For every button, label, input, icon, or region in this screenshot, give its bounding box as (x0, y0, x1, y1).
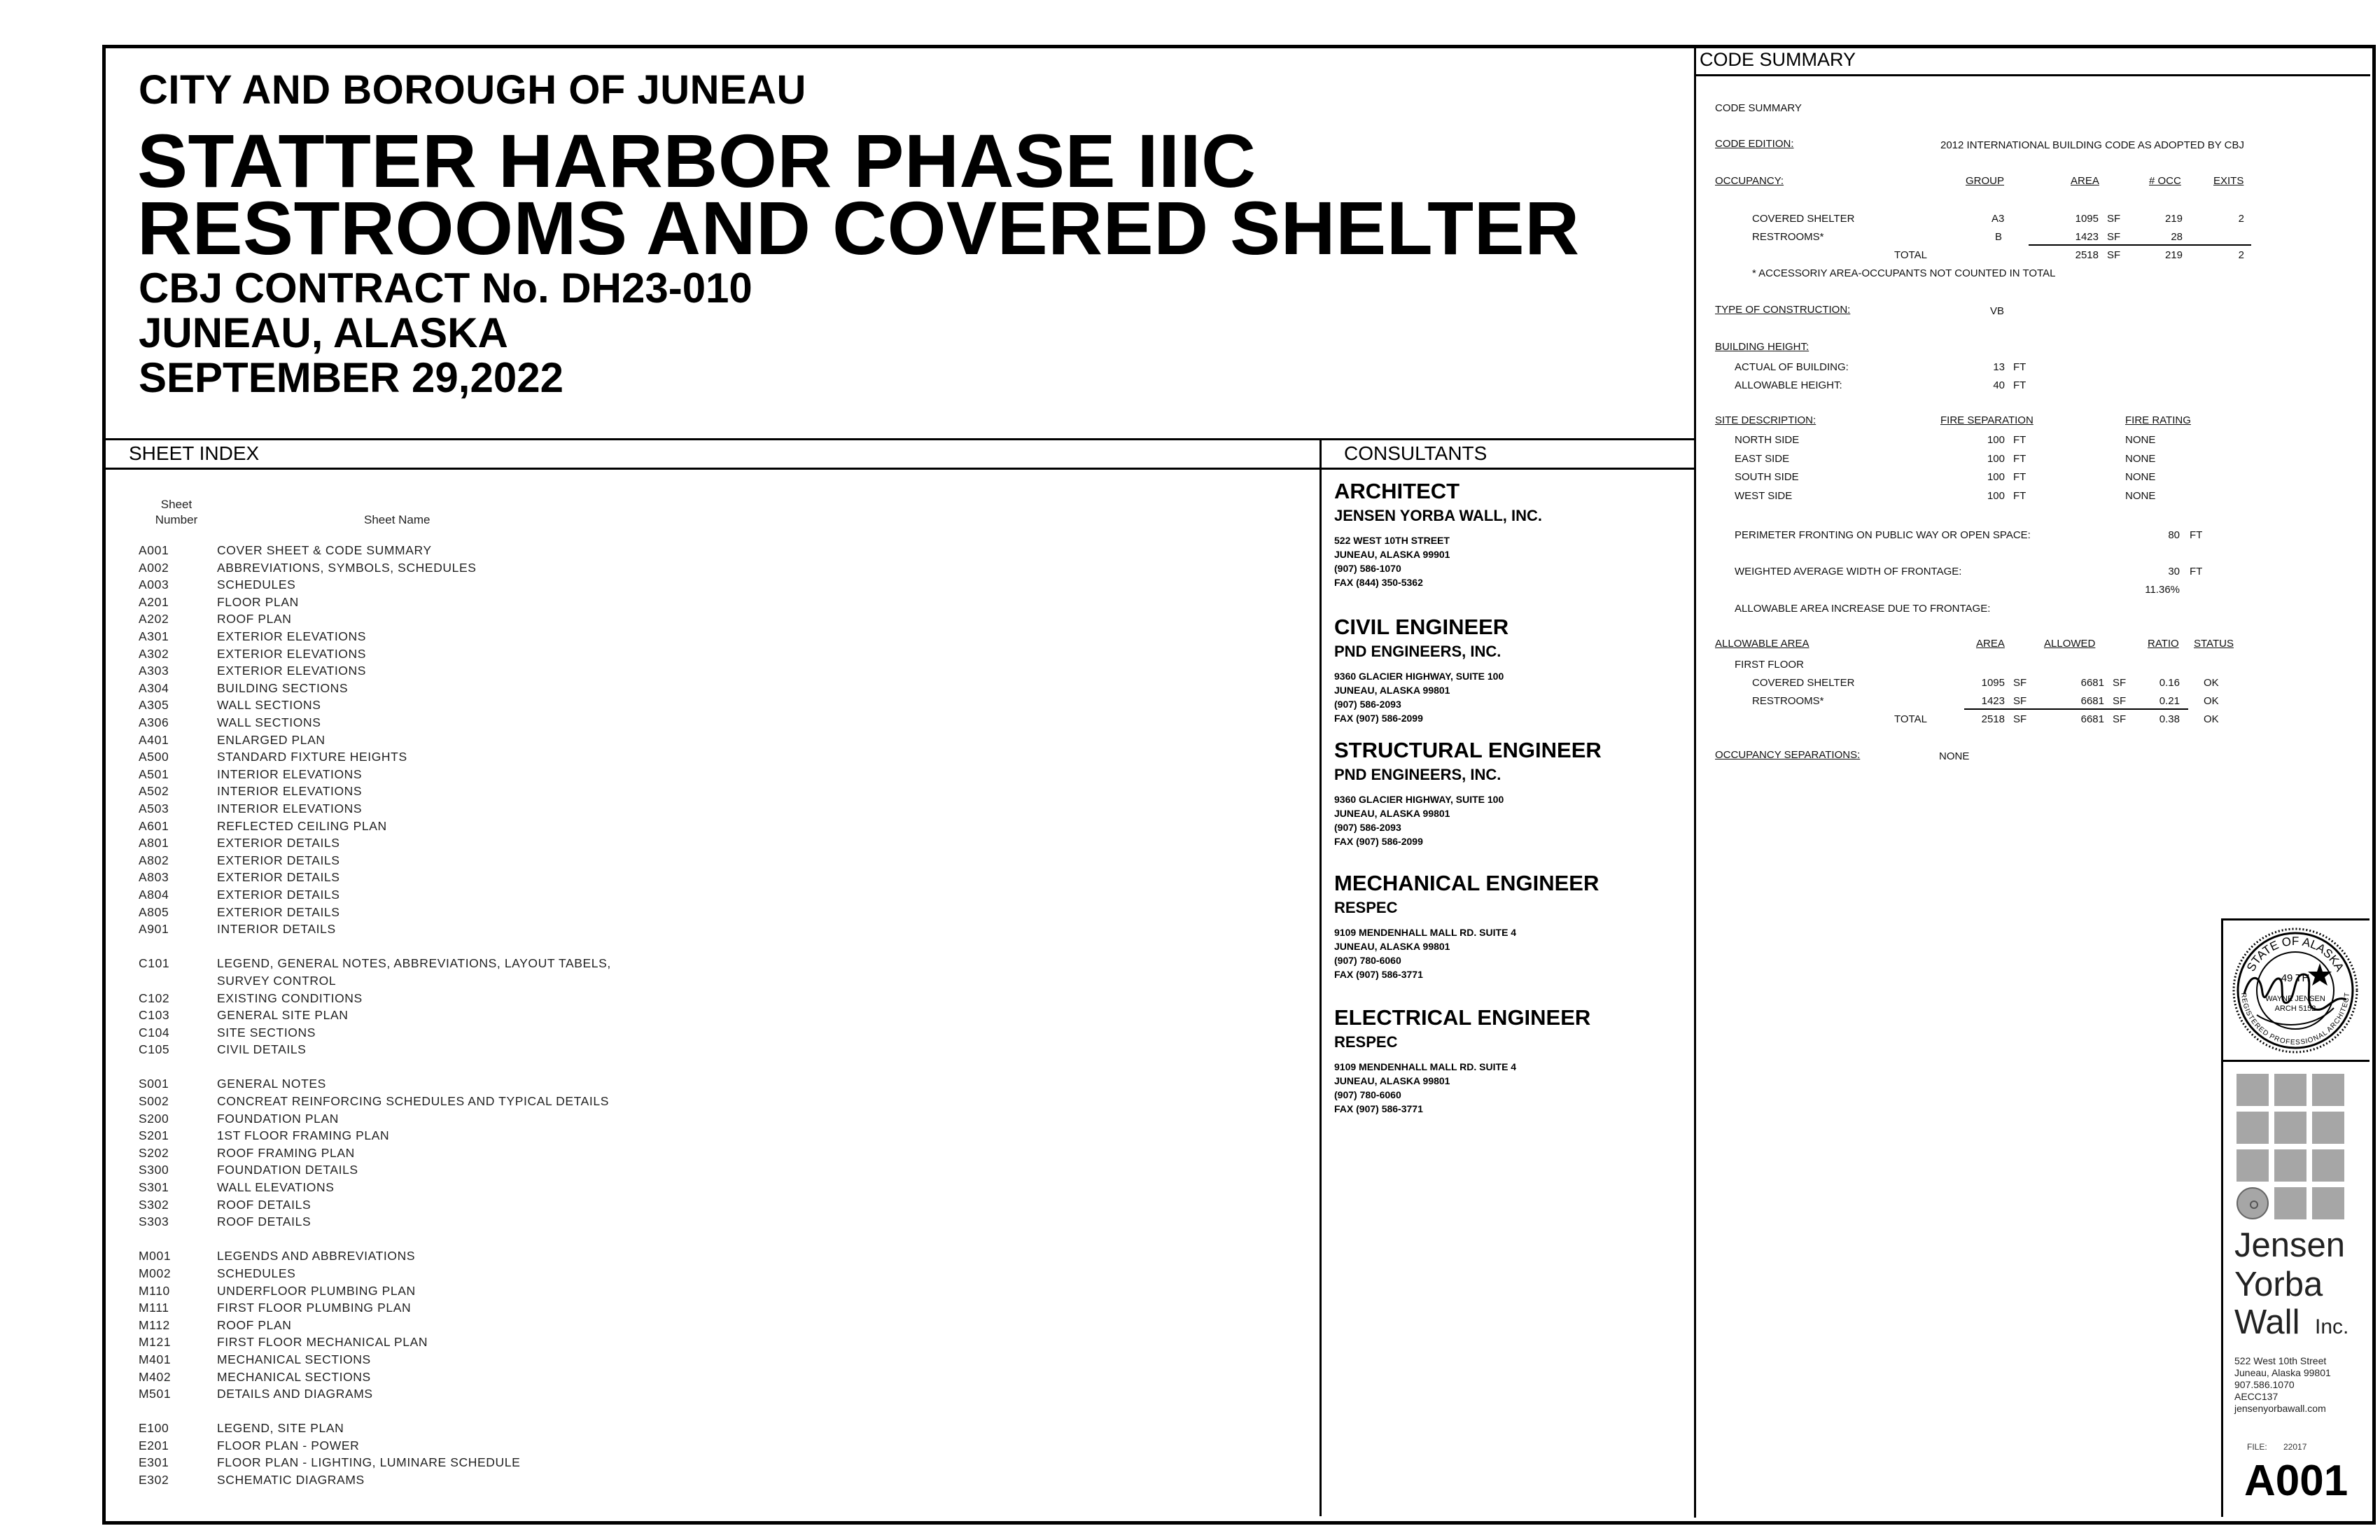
section-header-rule (102, 468, 1695, 470)
occupancy-total-occ: 219 (2164, 249, 2183, 261)
logo-circle-icon (2236, 1187, 2269, 1219)
seal-top-text: STATE OF ALASKA (2244, 934, 2347, 974)
sheet-name-cell: GENERAL SITE PLAN (217, 1008, 349, 1023)
firm-name-inc: Inc. (2315, 1315, 2349, 1338)
logo-square (2312, 1074, 2344, 1106)
seal-name-text: WAYNE JENSEN (2265, 995, 2325, 1003)
sheet-number-cell: M121 (139, 1335, 172, 1350)
file-number: 22017 (2283, 1442, 2307, 1452)
sheet-number-cell: M111 (139, 1301, 169, 1315)
seal-block-divider (2221, 918, 2223, 1517)
consultant-address: 9109 MENDENHALL MALL RD. SUITE 4 (1334, 927, 1517, 938)
sheet-number-cell: S001 (139, 1077, 169, 1091)
sheet-number-cell: A502 (139, 784, 169, 799)
consultant-address: 9360 GLACIER HIGHWAY, SUITE 100 (1334, 794, 1504, 805)
logo-square (2274, 1187, 2306, 1219)
site-row-name: SOUTH SIDE (1735, 471, 1799, 483)
allowable-row-unit: SF (2013, 695, 2027, 707)
allowable-subtotal-rule (1964, 708, 2188, 710)
sheet-name-cell: SCHEMATIC DIAGRAMS (217, 1473, 365, 1487)
sheet-name-cell: DETAILS AND DIAGRAMS (217, 1387, 373, 1401)
site-row-name: NORTH SIDE (1735, 434, 1800, 446)
sheet-number-cell: C103 (139, 1008, 170, 1023)
perimeter-unit: FT (2190, 529, 2203, 541)
allowable-height-unit: FT (2013, 379, 2026, 391)
consultant-entry (1334, 615, 1508, 725)
sheet-name-cell: ABBREVIATIONS, SYMBOLS, SCHEDULES (217, 560, 477, 575)
sheet-name-cell: ROOF DETAILS (217, 1214, 312, 1229)
sheet-name-cell: MECHANICAL SECTIONS (217, 1369, 371, 1384)
consultant-entry (1334, 738, 1602, 848)
sheet-name-cell: EXTERIOR ELEVATIONS (217, 629, 367, 643)
sheet-name-cell: EXTERIOR DETAILS (217, 904, 340, 919)
logo-square (2274, 1149, 2306, 1182)
consultant-entry (1334, 871, 1599, 981)
sheet-number-cell: S301 (139, 1180, 169, 1194)
sheet-number-cell: A302 (139, 646, 169, 661)
consultant-fax: FAX (907) 586-3771 (1334, 969, 1423, 980)
sheet-name-cell: CONCREAT REINFORCING SCHEDULES AND TYPICAL DETAILS (217, 1094, 609, 1108)
allowable-area-col-status: STATUS (2194, 638, 2234, 650)
sheet-name-header: Sheet Name (364, 513, 430, 526)
logo-square (2274, 1112, 2306, 1144)
site-row-distance: 100 (1987, 434, 2005, 446)
project-title-line1: STATTER HARBOR PHASE IIIC (137, 118, 1256, 203)
sheet-number-cell: S300 (139, 1163, 169, 1177)
consultant-fax: FAX (907) 586-3771 (1334, 1103, 1423, 1114)
seal-block-top-rule (2221, 918, 2370, 920)
code-summary-heading: CODE SUMMARY (1700, 49, 1856, 70)
sheet-name-cell: UNDERFLOOR PLUMBING PLAN (217, 1283, 416, 1298)
consultant-fax: FAX (907) 586-2099 (1334, 713, 1423, 724)
consultant-role: MECHANICAL ENGINEER (1334, 871, 1600, 895)
firm-address-line: Juneau, Alaska 99801 (2234, 1367, 2331, 1378)
file-label: FILE: (2247, 1442, 2267, 1452)
site-row-distance: 100 (1987, 489, 2005, 502)
sheet-name-cell: FOUNDATION DETAILS (217, 1163, 358, 1177)
consultant-city: JUNEAU, ALASKA 99901 (1334, 549, 1450, 560)
occupancy-row-group: A3 (1991, 213, 2005, 225)
allowable-total-unit: SF (2013, 713, 2027, 725)
consultant-entry (1334, 479, 1542, 589)
sheet-name-cell: SCHEDULES (217, 578, 296, 592)
site-row-rating: NONE (2125, 489, 2156, 502)
consultant-phone: (907) 780-6060 (1334, 1089, 1401, 1100)
allowable-row-status: OK (2204, 695, 2219, 707)
sheet-number-cell: A805 (139, 904, 169, 919)
sheet-name-cell: FLOOR PLAN - LIGHTING, LUMINARE SCHEDULE (217, 1455, 521, 1470)
weighted-width-value: 30 (2168, 566, 2180, 578)
allowable-row-aunit: SF (2113, 695, 2127, 707)
site-description-label: SITE DESCRIPTION: (1715, 414, 1816, 426)
sheet-name-cell: EXTERIOR ELEVATIONS (217, 646, 367, 661)
sheet-name-cell: WALL SECTIONS (217, 715, 321, 729)
occupancy-col-group: GROUP (1966, 175, 2005, 187)
sheet-name-cell: LEGEND, GENERAL NOTES, ABBREVIATIONS, LAYOUT TABELS, (217, 956, 611, 971)
sheet-name-cell: LEGEND, SITE PLAN (217, 1421, 344, 1436)
sheet-number-cell: S002 (139, 1094, 169, 1108)
title-block-divider (102, 438, 1695, 440)
site-row-distance: 100 (1987, 471, 2005, 483)
code-summary-divider (1694, 45, 1696, 1518)
occupancy-col-occ: # OCC (2149, 175, 2181, 187)
logo-square (2312, 1112, 2344, 1144)
fire-separation-header: FIRE SEPARATION (1940, 414, 2033, 426)
seal-block-mid-rule (2221, 1060, 2370, 1062)
site-row-rating: NONE (2125, 434, 2156, 446)
consultant-fax: FAX (844) 350-5362 (1334, 577, 1423, 588)
occupancy-row-name: RESTROOMS* (1752, 231, 1824, 243)
sheet-number-cell: A306 (139, 715, 169, 729)
allowable-total-status: OK (2204, 713, 2219, 725)
sheet-number-cell: E100 (139, 1421, 169, 1436)
allowable-area-col-ratio: RATIO (2148, 638, 2179, 650)
firm-phone: 907.586.1070 (2234, 1379, 2295, 1390)
sheet-number-cell: A001 (139, 543, 169, 557)
occupancy-separations-label: OCCUPANCY SEPARATIONS: (1715, 749, 1861, 761)
occupancy-row-exits: 2 (2238, 213, 2244, 225)
allowable-row-allowed: 6681 (2080, 695, 2104, 707)
sheet-name-cell: EXTERIOR ELEVATIONS (217, 664, 367, 678)
site-row-unit: FT (2013, 452, 2026, 465)
firm-address-line: 522 West 10th Street (2234, 1355, 2327, 1366)
construction-value: VB (1990, 305, 2005, 317)
consultant-address: 9109 MENDENHALL MALL RD. SUITE 4 (1334, 1061, 1517, 1072)
weighted-width-label: WEIGHTED AVERAGE WIDTH OF FRONTAGE: (1735, 566, 1962, 578)
sheet-number-cell: A803 (139, 870, 169, 885)
occupancy-row-name: COVERED SHELTER (1752, 213, 1855, 225)
allowable-row-aunit: SF (2113, 677, 2127, 689)
sheet-name-cell: ROOF PLAN (217, 612, 292, 626)
actual-height-label: ACTUAL OF BUILDING: (1735, 361, 1849, 373)
sheet-number-cell: S202 (139, 1145, 169, 1160)
allowable-row-allowed: 6681 (2080, 677, 2104, 689)
sheet-name-cell: WALL SECTIONS (217, 698, 321, 713)
occupancy-row-area: 1095 (2075, 213, 2099, 225)
occupancy-subtotal-rule (2029, 244, 2251, 246)
consultant-phone: (907) 586-1070 (1334, 563, 1401, 574)
perimeter-value: 80 (2168, 529, 2180, 541)
occupancy-row-group: B (1995, 231, 2003, 243)
allowable-area-col-area: AREA (1976, 638, 2005, 650)
sheet-number-cell: A804 (139, 888, 169, 902)
code-summary-title: CODE SUMMARY (1715, 102, 1802, 114)
firm-website: jensenyorbawall.com (2234, 1403, 2326, 1414)
allowable-area-col-allowed: ALLOWED (2044, 638, 2096, 650)
sheet-name-cell: ROOF DETAILS (217, 1197, 312, 1212)
occupancy-total-label: TOTAL (1894, 249, 1927, 261)
sheet-name-cell: EXTERIOR DETAILS (217, 870, 340, 885)
seal-bottom-text: REGISTERED PROFESSIONAL ARCHITECT (2239, 992, 2351, 1047)
allowable-total-area: 2518 (1981, 713, 2005, 725)
sheet-number-header (148, 497, 204, 528)
fire-rating-header: FIRE RATING (2125, 414, 2191, 426)
consultant-address: 9360 GLACIER HIGHWAY, SUITE 100 (1334, 671, 1504, 682)
perimeter-label: PERIMETER FRONTING ON PUBLIC WAY OR OPEN SPACE: (1735, 529, 2031, 541)
actual-height-unit: FT (2013, 361, 2026, 373)
allowable-row-area: 1095 (1981, 677, 2005, 689)
sheet-number-cell: E301 (139, 1455, 169, 1470)
sheet-number-cell: A901 (139, 922, 169, 937)
sheet-name-cell: ENLARGED PLAN (217, 732, 326, 747)
sheet-number-cell: A801 (139, 836, 169, 850)
consultant-role: CIVIL ENGINEER (1334, 615, 1509, 639)
sheet-name-cell: REFLECTED CEILING PLAN (217, 818, 387, 833)
sheet-name-cell: WALL ELEVATIONS (217, 1180, 335, 1194)
sheet-number-cell: A501 (139, 766, 169, 781)
allowable-row-name: COVERED SHELTER (1752, 677, 1855, 689)
sheet-number-cell: M501 (139, 1387, 172, 1401)
logo-square (2236, 1074, 2269, 1106)
occupancy-row-area: 1423 (2075, 231, 2099, 243)
allowable-total-label: TOTAL (1894, 713, 1927, 725)
allowable-row-area: 1423 (1981, 695, 2005, 707)
area-increase-label: ALLOWABLE AREA INCREASE DUE TO FRONTAGE: (1735, 603, 1991, 615)
sheet-index-heading: SHEET INDEX (129, 442, 260, 464)
consultant-phone: (907) 586-2093 (1334, 822, 1401, 833)
contract-number: CBJ CONTRACT No. DH23-010 (139, 265, 752, 312)
sheet-name-cell: ROOF PLAN (217, 1317, 292, 1332)
sheet-number-cell: C105 (139, 1042, 170, 1057)
logo-square (2274, 1074, 2306, 1106)
actual-height-value: 13 (1993, 361, 2005, 373)
sheet-name-cell: COVER SHEET & CODE SUMMARY (217, 543, 432, 557)
sheet-number-header-line1: Sheet (160, 498, 192, 511)
consultant-fax: FAX (907) 586-2099 (1334, 836, 1423, 847)
logo-circle-dot (2250, 1200, 2258, 1209)
code-summary-header-rule (1694, 74, 2370, 76)
logo-square (2312, 1149, 2344, 1182)
firm-address (2234, 1355, 2331, 1415)
occupancy-label: OCCUPANCY: (1715, 175, 1784, 187)
site-row-rating: NONE (2125, 471, 2156, 483)
consultant-city: JUNEAU, ALASKA 99801 (1334, 1075, 1450, 1086)
seal-number-text: ARCH 5152 (2274, 1004, 2316, 1013)
allowable-area-label: ALLOWABLE AREA (1715, 638, 1809, 650)
sheet-number-cell: M001 (139, 1249, 172, 1264)
allowable-row-status: OK (2204, 677, 2219, 689)
site-row-rating: NONE (2125, 452, 2156, 465)
sheet-name-cell: EXTERIOR DETAILS (217, 888, 340, 902)
sheet-number-cell: E302 (139, 1473, 169, 1487)
logo-square (2236, 1112, 2269, 1144)
sheet-name-cell: FIRST FLOOR PLUMBING PLAN (217, 1301, 412, 1315)
first-floor-label: FIRST FLOOR (1735, 659, 1804, 671)
allowable-row-unit: SF (2013, 677, 2027, 689)
sheet-number-cell: C104 (139, 1025, 170, 1040)
consultants-heading: CONSULTANTS (1344, 442, 1488, 464)
consultant-firm: PND ENGINEERS, INC. (1334, 766, 1502, 783)
consultant-city: JUNEAU, ALASKA 99801 (1334, 941, 1450, 952)
sheet-number-cell: A305 (139, 698, 169, 713)
client-name: CITY AND BOROUGH OF JUNEAU (139, 67, 806, 113)
sheet-name-cell: INTERIOR ELEVATIONS (217, 784, 363, 799)
occupancy-note: * ACCESSORIY AREA-OCCUPANTS NOT COUNTED IN TOTAL (1752, 267, 2056, 279)
allowable-total-allowed: 6681 (2080, 713, 2104, 725)
sheet-number-cell: S302 (139, 1197, 169, 1212)
sheet-name-cell: SITE SECTIONS (217, 1025, 316, 1040)
sheet-name-cell: BUILDING SECTIONS (217, 680, 349, 695)
project-location: JUNEAU, ALASKA (139, 309, 508, 356)
site-row-unit: FT (2013, 471, 2026, 483)
consultant-firm: RESPEC (1334, 899, 1398, 916)
construction-label: TYPE OF CONSTRUCTION: (1715, 304, 1851, 316)
sheet-name-cell: CIVIL DETAILS (217, 1042, 307, 1057)
sheet-name-cell: 1ST FLOOR FRAMING PLAN (217, 1128, 390, 1143)
code-edition-label: CODE EDITION: (1715, 138, 1794, 150)
consultant-phone: (907) 780-6060 (1334, 955, 1401, 966)
site-row-unit: FT (2013, 489, 2026, 502)
site-row-name: WEST SIDE (1735, 489, 1793, 502)
consultant-city: JUNEAU, ALASKA 99801 (1334, 685, 1450, 696)
seal-ring (2238, 933, 2353, 1048)
weighted-width-percent: 11.36% (2145, 584, 2180, 596)
sheet-number-cell: A500 (139, 750, 169, 764)
consultant-address: 522 WEST 10TH STREET (1334, 535, 1450, 546)
consultant-role: ELECTRICAL ENGINEER (1334, 1005, 1591, 1030)
sheet-name-cell: INTERIOR ELEVATIONS (217, 802, 363, 816)
sheet-number-cell: A301 (139, 629, 169, 643)
logo-square (2312, 1187, 2344, 1219)
site-row-unit: FT (2013, 434, 2026, 446)
sheet-number-cell: M402 (139, 1369, 172, 1384)
occupancy-row-occ: 28 (2171, 231, 2183, 243)
sheet-number-cell: A802 (139, 853, 169, 867)
site-row-distance: 100 (1987, 452, 2005, 465)
sheet-name-cell: FOUNDATION PLAN (217, 1111, 339, 1126)
sheet-number-cell: A002 (139, 560, 169, 575)
consultant-role: STRUCTURAL ENGINEER (1334, 738, 1602, 762)
architect-seal (2229, 924, 2362, 1057)
allowable-row-name: RESTROOMS* (1752, 695, 1824, 707)
firm-name-line2: Yorba (2234, 1266, 2323, 1303)
sheet-number-cell: M112 (139, 1317, 170, 1332)
sheet-name-cell: FLOOR PLAN (217, 594, 299, 609)
sheet-name-cell: ROOF FRAMING PLAN (217, 1145, 355, 1160)
sheet-name-cell: STANDARD FIXTURE HEIGHTS (217, 750, 407, 764)
sheet-name-cell: INTERIOR DETAILS (217, 922, 336, 937)
consultants-divider (1320, 438, 1322, 1516)
project-date: SEPTEMBER 29,2022 (139, 354, 564, 401)
sheet-number-cell: M401 (139, 1352, 172, 1366)
seal-center-text: 49 TH (2281, 972, 2310, 984)
weighted-width-unit: FT (2190, 566, 2203, 578)
sheet-number-cell: A304 (139, 680, 169, 695)
allowable-row-ratio: 0.21 (2159, 695, 2180, 707)
occupancy-separations-value: NONE (1939, 750, 1970, 762)
consultant-city: JUNEAU, ALASKA 99801 (1334, 808, 1450, 819)
logo-square (2236, 1149, 2269, 1182)
sheet-number-cell: A201 (139, 594, 169, 609)
allowable-total-aunit: SF (2113, 713, 2127, 725)
occupancy-col-area: AREA (2071, 175, 2099, 187)
sheet-number-cell: A401 (139, 732, 169, 747)
sheet-name-cell: FLOOR PLAN - POWER (217, 1438, 360, 1452)
sheet-number-cell: C102 (139, 990, 170, 1005)
sheet-number-cell: M002 (139, 1266, 172, 1280)
sheet-name-cell: EXTERIOR DETAILS (217, 853, 340, 867)
sheet-name-cell: EXISTING CONDITIONS (217, 990, 363, 1005)
allowable-height-value: 40 (1993, 379, 2005, 391)
consultant-firm: JENSEN YORBA WALL, INC. (1334, 507, 1543, 524)
firm-name-line1: Jensen (2234, 1226, 2346, 1264)
allowable-total-ratio: 0.38 (2159, 713, 2180, 725)
occupancy-col-exits: EXITS (2213, 175, 2244, 187)
consultant-role: ARCHITECT (1334, 479, 1460, 503)
sheet-name-cell: SCHEDULES (217, 1266, 296, 1280)
consultant-entry (1334, 1005, 1590, 1116)
sheet-number-cell: S200 (139, 1111, 169, 1126)
sheet-number: A001 (2244, 1457, 2348, 1505)
sheet-name-cell: EXTERIOR DETAILS (217, 836, 340, 850)
sheet-name-cell: SURVEY CONTROL (217, 973, 337, 988)
sheet-name-cell: INTERIOR ELEVATIONS (217, 766, 363, 781)
sheet-number-cell: S201 (139, 1128, 169, 1143)
sheet-number-cell: S303 (139, 1214, 169, 1229)
occupancy-total-unit: SF (2107, 249, 2121, 261)
occupancy-total-exits: 2 (2238, 249, 2244, 261)
code-edition-value: 2012 INTERNATIONAL BUILDING CODE AS ADOPTED BY CBJ (1940, 139, 2245, 151)
sheet-number-cell: A503 (139, 802, 169, 816)
occupancy-row-unit: SF (2107, 231, 2121, 243)
firm-license: AECC137 (2234, 1391, 2278, 1402)
height-label: BUILDING HEIGHT: (1715, 341, 1809, 353)
sheet-number-cell: A303 (139, 664, 169, 678)
occupancy-total-area: 2518 (2075, 249, 2099, 261)
consultant-firm: PND ENGINEERS, INC. (1334, 643, 1502, 660)
sheet-number-cell: A003 (139, 578, 169, 592)
allowable-height-label: ALLOWABLE HEIGHT: (1735, 379, 1842, 391)
consultant-phone: (907) 586-2093 (1334, 699, 1401, 710)
occupancy-row-unit: SF (2107, 213, 2121, 225)
project-title-line2: RESTROOMS AND COVERED SHELTER (137, 186, 1580, 270)
sheet-number-cell: E201 (139, 1438, 169, 1452)
sheet-number-cell: A202 (139, 612, 169, 626)
sheet-name-cell: LEGENDS AND ABBREVIATIONS (217, 1249, 416, 1264)
occupancy-row-occ: 219 (2164, 213, 2183, 225)
site-row-name: EAST SIDE (1735, 452, 1790, 465)
sheet-number-cell: A601 (139, 818, 169, 833)
seal-star-icon (2308, 963, 2332, 986)
sheet-name-cell: FIRST FLOOR MECHANICAL PLAN (217, 1335, 428, 1350)
consultant-firm: RESPEC (1334, 1033, 1398, 1051)
sheet-name-cell: MECHANICAL SECTIONS (217, 1352, 371, 1366)
sheet-number-cell: C101 (139, 956, 170, 971)
sheet-name-cell: GENERAL NOTES (217, 1077, 326, 1091)
sheet-number-cell: M110 (139, 1283, 170, 1298)
firm-name-line3: Wall (2234, 1303, 2300, 1341)
sheet-number-header-line2: Number (155, 513, 198, 526)
allowable-row-ratio: 0.16 (2159, 677, 2180, 689)
